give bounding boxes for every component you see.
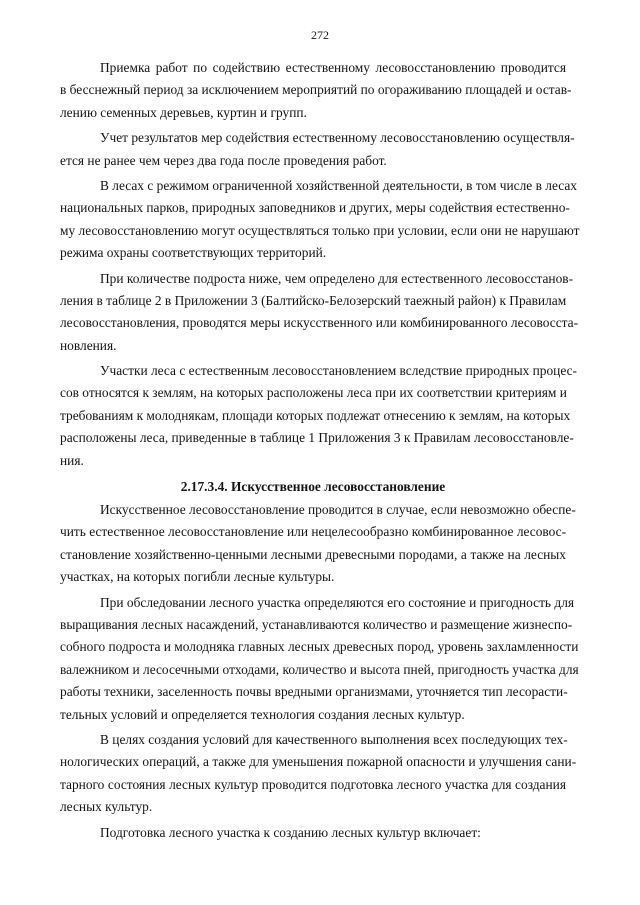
section-heading: 2.17.3.4. Искусственное лесовосстановление xyxy=(180,479,446,495)
text-line: требованиям к молоднякам, площади которых подлежат отнесению к землям, на которых xyxy=(60,407,571,423)
text-line: тельных условий и определяется технология создания лесных культур. xyxy=(60,706,465,722)
text-line: ется не ранее чем через два года после проведения работ. xyxy=(60,152,387,168)
text-line: лесных культур. xyxy=(60,799,153,815)
text-line: Искусственное лесовосстановление проводится в случае, если невозможно обеспе- xyxy=(100,502,576,518)
text-line: режима охраны соответствующих территорий. xyxy=(60,245,327,261)
text-line: Учет результатов мер содействия естественному лесовосстановлению осуществля- xyxy=(100,130,575,146)
text-line: национальных парков, природных заповедников и других, меры содействия естественно- xyxy=(60,200,570,216)
text-line: расположены леса, приведенные в таблице 1 Приложения 3 к Правилам лесовосстановле- xyxy=(60,430,574,446)
paragraphs-before-section xyxy=(60,57,580,472)
text-line: ления в таблице 2 в Приложении 3 (Балтийско-Белозерский таежный район) к Правилам xyxy=(60,292,567,308)
text-line: выращивания лесных насаждений, устанавливаются количество и размещение жизнеспо- xyxy=(60,616,573,632)
text-line: валежником и лесосечными отходами, количество и высота пней, пригодность участка для xyxy=(60,661,579,677)
text-line: нологических операций, а также для уменьшения пожарной опасности и улучшения сани- xyxy=(60,754,577,770)
text-line: становление хозяйственно-ценными лесными древесными породами, а также на лесных xyxy=(60,546,566,562)
paragraph xyxy=(60,499,576,589)
text-line: лесовосстановления, проводятся меры искусственного или комбинированного лесовосста- xyxy=(60,315,579,331)
text-line: новления. xyxy=(60,337,117,353)
paragraph xyxy=(60,57,572,124)
text-line: работы техники, заселенность почвы вредными организмами, уточняется тип лесорасти- xyxy=(60,684,568,700)
text-line: В целях создания условий для качественного выполнения всех последующих тех- xyxy=(100,731,568,747)
text-line: Приемка работ по содействию естественному лесовосстановлению проводится xyxy=(100,60,566,75)
paragraph xyxy=(60,268,579,358)
text-line: сов относятся к землям, на которых расположены леса при их соответствии критериям и xyxy=(60,385,567,401)
text-line: лению семенных деревьев, куртин и групп. xyxy=(60,104,307,120)
document-body xyxy=(60,57,580,847)
text-line: тарного состояния лесных культур проводится подготовка лесного участка для создания xyxy=(60,776,566,792)
paragraph xyxy=(60,729,577,819)
paragraph xyxy=(60,592,579,726)
text-line: При количестве подроста ниже, чем определено для естественного лесовосстанов- xyxy=(100,270,574,286)
text-line: Подготовка лесного участка к созданию лесных культур включает: xyxy=(100,824,481,840)
text-line: В лесах с режимом ограниченной хозяйственной деятельности, в том числе в лесах xyxy=(100,177,577,193)
paragraph xyxy=(60,127,575,172)
text-line: При обследовании лесного участка определяются его состояние и пригодность для xyxy=(100,594,575,610)
text-line: ния. xyxy=(60,452,84,468)
text-line: участках, на которых погибли лесные культуры. xyxy=(60,569,335,585)
text-line: Участки леса с естественным лесовосстановлением вследствие природных процес- xyxy=(100,363,578,379)
paragraph xyxy=(60,360,578,472)
text-line: чить естественное лесовосстановление или нецелесообразно комбинированное лесовос- xyxy=(60,524,567,540)
text-line: в бесснежный период за исключением мероприятий по огораживанию площадей и остав- xyxy=(60,82,572,98)
text-line: му лесовосстановлению могут осуществляться только при условии, если они не нарушают xyxy=(60,222,580,238)
paragraphs-after-section xyxy=(60,499,579,844)
page-number: 272 xyxy=(311,28,329,42)
paragraph xyxy=(60,822,566,844)
text-line: собного подроста и молодняка главных лесных древесных пород, уровень захламленности xyxy=(60,639,579,655)
paragraph xyxy=(60,175,580,265)
